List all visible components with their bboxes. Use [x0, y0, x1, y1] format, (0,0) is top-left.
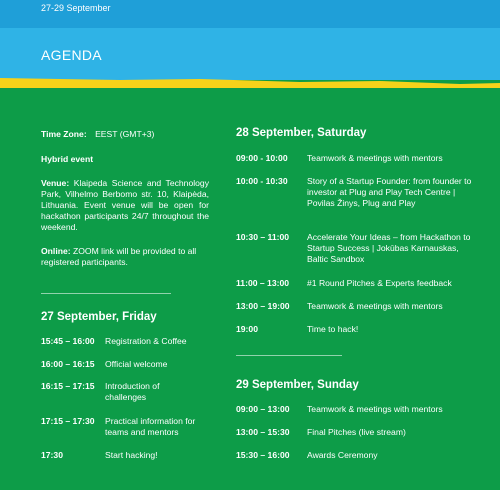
row-time: 09:00 - 10:00 [236, 153, 288, 163]
row-desc: Teamwork & meetings with mentors [307, 153, 443, 163]
row-time: 13:00 – 15:30 [236, 427, 290, 437]
venue-description: Klaipeda Science and Technology Park, Vilhelmo Berbomo str. 10, Klaipėda, Lithuania. Event venue will be open for hackathon participants 24/7 throughout the weekend. [41, 178, 210, 232]
row-desc: Registration & Coffee [105, 336, 187, 346]
row-desc: Story of a Startup Founder: from founder to investor at Plug and Play Tech Centre | Povilas Žinys, Plug and Play [307, 176, 472, 208]
row-time: 15:30 – 16:00 [236, 450, 290, 460]
venue-text [41, 178, 209, 233]
schedule-row [236, 450, 476, 461]
row-time: 11:00 – 13:00 [236, 278, 290, 288]
row-desc: Awards Ceremony [307, 450, 378, 460]
event-info [41, 129, 209, 268]
row-desc: Teamwork & meetings with mentors [307, 301, 443, 311]
schedule-row [236, 153, 476, 164]
date-range: 27-29 September [41, 3, 111, 13]
schedule-row [236, 278, 486, 289]
row-time: 13:00 – 19:00 [236, 301, 290, 311]
schedule-row [41, 450, 216, 461]
schedule-row [236, 176, 476, 209]
row-time: 16:15 – 17:15 [41, 381, 95, 391]
online-description: ZOOM link will be provided to all registered participants. [41, 246, 197, 267]
schedule-row [236, 324, 476, 335]
left-divider [41, 293, 171, 294]
online-text [41, 246, 209, 268]
right-divider [236, 355, 342, 356]
day-title-saturday: 28 September, Saturday [236, 127, 367, 139]
row-time: 19:00 [236, 324, 258, 334]
schedule-row [236, 427, 476, 438]
row-desc: Teamwork & meetings with mentors [307, 404, 443, 414]
row-time: 10:30 – 11:00 [236, 232, 290, 242]
timezone-value: EEST (GMT+3) [95, 129, 155, 139]
row-desc: Final Pitches (live stream) [307, 427, 406, 437]
timezone-line [41, 129, 209, 140]
venue-label: Venue: [41, 178, 70, 188]
day-title-sunday: 29 September, Sunday [236, 379, 359, 391]
bottom-border [0, 490, 500, 500]
schedule-row [236, 232, 476, 265]
schedule-row [236, 404, 476, 415]
timezone-label: Time Zone: [41, 129, 87, 139]
schedule-row [41, 416, 216, 438]
row-time: 09:00 – 13:00 [236, 404, 290, 414]
row-desc: Accelerate Your Ideas – from Hackathon to Startup Success | Jokūbas Karnauskas, Baltic Sandbox [307, 232, 471, 264]
row-desc: #1 Round Pitches & Experts feedback [307, 278, 452, 288]
agenda-title: AGENDA [41, 47, 102, 63]
schedule-row [41, 381, 216, 403]
row-time: 17:30 [41, 450, 63, 460]
schedule-row [41, 336, 216, 347]
hybrid-label: Hybrid event [41, 154, 94, 164]
row-desc: Introduction of challenges [105, 381, 160, 402]
day-title-friday: 27 September, Friday [41, 311, 157, 323]
row-time: 10:00 - 10:30 [236, 176, 288, 186]
row-desc: Practical information for teams and mentors [105, 416, 196, 437]
row-time: 16:00 – 16:15 [41, 359, 95, 369]
row-time: 15:45 – 16:00 [41, 336, 95, 346]
schedule-row [41, 359, 216, 370]
row-time: 17:15 – 17:30 [41, 416, 95, 426]
row-desc: Time to hack! [307, 324, 359, 334]
schedule-row [236, 301, 476, 312]
row-desc: Official welcome [105, 359, 168, 369]
online-label: Online: [41, 246, 71, 256]
row-desc: Start hacking! [105, 450, 158, 460]
